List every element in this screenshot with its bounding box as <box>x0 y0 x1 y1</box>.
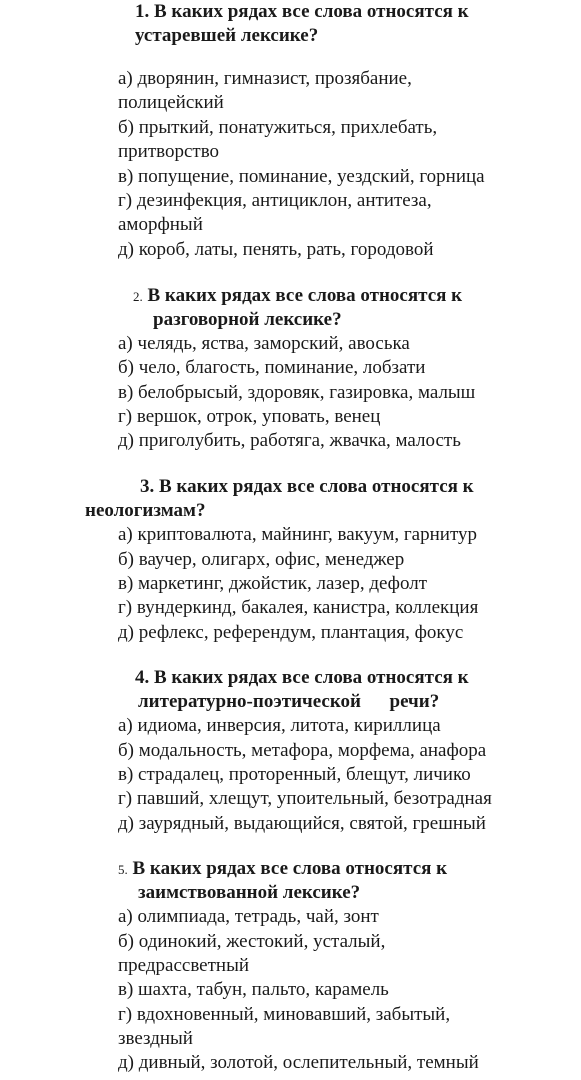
question-1-number: 1. <box>135 1 150 22</box>
question-2-option-a: а) челядь, яства, заморский, авоська <box>118 333 410 354</box>
question-1-title-line2: устаревшей лексике? <box>135 25 319 46</box>
question-3-option-a: а) криптовалюта, майнинг, вакуум, гарнитур <box>118 524 477 545</box>
question-5-option-e: д) дивный, золотой, ослепительный, темный <box>118 1052 479 1073</box>
question-5-number: 5. <box>118 862 128 877</box>
question-3-number: 3. <box>140 476 155 497</box>
question-4-option-c: в) страдалец, проторенный, блещут, личико <box>118 764 471 785</box>
question-1-option-d: г) дезинфекция, антициклон, антитеза, <box>118 190 432 211</box>
question-2-option-e: д) приголубить, работяга, жвачка, малость <box>118 430 461 451</box>
question-5-option-b-cont: предрассветный <box>118 955 250 976</box>
question-3-title <box>140 475 474 499</box>
question-4-number: 4. <box>135 667 150 688</box>
question-2-option-d: г) вершок, отрок, уповать, венец <box>118 406 381 427</box>
question-5-option-c: в) шахта, табун, пальто, карамель <box>118 979 389 1000</box>
question-4-title-line1: В каких рядах все слова относятся к <box>154 667 469 688</box>
question-4-title <box>135 666 469 690</box>
question-4-option-d: г) павший, хлещут, упоительный, безотрадная <box>118 788 492 809</box>
question-3-option-e: д) рефлекс, референдум, плантация, фокус <box>118 622 464 643</box>
question-5-title-line2: заимствованной лексике? <box>138 882 361 903</box>
question-2-option-b: б) чело, благость, поминание, лобзати <box>118 357 426 378</box>
question-2-title <box>133 284 462 309</box>
question-1-option-b: б) прыткий, понатужиться, прихлебать, <box>118 117 438 138</box>
question-1-option-a: а) дворянин, гимназист, прозябание, <box>118 68 412 89</box>
question-4-option-e: д) заурядный, выдающийся, святой, грешный <box>118 813 486 834</box>
question-1-option-e: д) короб, латы, пенять, рать, городовой <box>118 239 434 260</box>
question-4-option-a: а) идиома, инверсия, литота, кириллица <box>118 715 441 736</box>
question-1-option-a-cont: полицейский <box>118 92 224 113</box>
question-1-option-d-cont: аморфный <box>118 214 203 235</box>
question-5-option-d: г) вдохновенный, миновавший, забытый, <box>118 1004 451 1025</box>
question-3-title-line2: неологизмам? <box>85 500 206 521</box>
question-1-option-b-cont: притворство <box>118 141 220 162</box>
question-5-option-a: а) олимпиада, тетрадь, чай, зонт <box>118 906 379 927</box>
question-1-option-c: в) попущение, поминание, уездский, горница <box>118 166 485 187</box>
question-1-title <box>135 0 469 24</box>
question-3-option-b: б) ваучер, олигарх, офис, менеджер <box>118 549 405 570</box>
question-2-option-c: в) белобрысый, здоровяк, газировка, малыш <box>118 382 476 403</box>
question-5-option-d-cont: звездный <box>118 1028 193 1049</box>
question-4-title-line2: литературно-поэтической речи? <box>138 691 440 712</box>
question-4-option-b: б) модальность, метафора, морфема, анафора <box>118 740 487 761</box>
question-5-title <box>118 857 447 882</box>
question-1-title-line1: В каких рядах все слова относятся к <box>154 1 469 22</box>
question-3-title-line1: В каких рядах все слова относятся к <box>159 476 474 497</box>
question-2-title-line2: разговорной лексике? <box>153 309 342 330</box>
question-5-option-b: б) одинокий, жестокий, усталый, <box>118 931 386 952</box>
question-5-title-line1: В каких рядах все слова относятся к <box>132 858 448 879</box>
question-3-option-d: г) вундеркинд, бакалея, канистра, коллекция <box>118 597 479 618</box>
question-3-option-c: в) маркетинг, джойстик, лазер, дефолт <box>118 573 428 594</box>
question-2-number: 2. <box>133 289 143 304</box>
question-2-title-line1: В каких рядах все слова относятся к <box>147 285 463 306</box>
